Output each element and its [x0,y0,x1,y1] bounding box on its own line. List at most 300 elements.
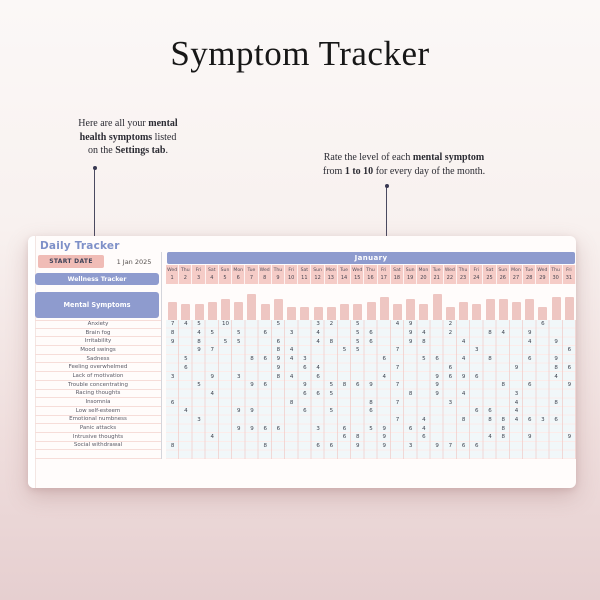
day-name: Sun [313,267,322,273]
rating-cell[interactable]: 9 [527,330,532,337]
day-cell [364,265,377,284]
rating-cell[interactable]: 9 [369,382,373,389]
day-number: 2 [183,275,187,282]
rating-cell[interactable]: 9 [567,434,572,441]
daily-total-bar [459,302,468,320]
rating-cell[interactable]: 4 [514,408,519,415]
day-cell [311,265,324,284]
annotation-text: Rate the level of each [323,152,413,163]
rating-cell[interactable]: 9 [250,408,254,415]
symptom-row-label: Racing thoughts [35,390,161,399]
rating-cell[interactable]: 6 [263,330,267,337]
day-cell [206,265,219,284]
day-number: 14 [340,275,348,282]
rating-cell[interactable]: 5 [356,347,360,354]
rating-cell[interactable]: 3 [316,321,320,328]
rating-cell[interactable]: 5 [369,425,373,432]
daily-total-bar [406,299,415,320]
rating-cell[interactable]: 3 [541,417,545,424]
daily-total-bar [565,297,574,320]
rating-cell[interactable]: 4 [316,330,320,337]
rating-cell[interactable]: 6 [422,434,426,441]
daily-total-bar [446,307,455,320]
annotation-line [48,117,208,131]
rating-cell[interactable]: 5 [356,338,360,345]
day-cell [325,265,338,284]
rating-cell[interactable]: 6 [461,443,466,450]
rating-cell[interactable]: 4 [382,373,386,380]
rating-cell[interactable]: 3 [514,390,519,397]
day-number: 30 [552,275,559,282]
day-number: 19 [406,275,414,282]
rating-cell[interactable]: 6 [408,425,413,432]
rating-cell[interactable]: 8 [501,434,505,441]
day-number: 20 [420,275,427,282]
rating-cell[interactable]: 9 [356,443,360,450]
annotation-line [308,165,500,179]
day-cell [245,265,258,284]
day-number: 28 [526,275,533,282]
daily-total-bar [499,299,508,320]
rating-cell[interactable]: 9 [567,382,572,389]
rating-cell[interactable]: 8 [488,330,492,337]
rating-cell[interactable]: 6 [276,338,281,345]
day-name: Thu [181,267,190,273]
rating-cell[interactable]: 4 [554,373,558,380]
rating-cell[interactable]: 8 [276,373,281,380]
symptom-row-label: Social withdrawal [35,442,161,451]
rating-cell[interactable]: 6 [527,382,532,389]
day-name: Tue [340,267,348,273]
day-number: 8 [263,275,267,282]
day-name: Fri [473,267,480,273]
rating-cell[interactable]: 8 [488,417,492,424]
rating-cell[interactable]: 6 [475,373,479,380]
day-number: 25 [486,275,493,282]
rating-cell[interactable]: 3 [316,425,320,432]
rating-cell[interactable]: 7 [395,399,400,406]
day-cell [259,265,272,284]
day-name: Fri [566,267,572,273]
rating-cell[interactable]: 3 [197,417,201,424]
month-banner: January [167,252,575,264]
day-number: 23 [459,275,467,282]
daily-total-bar [314,307,323,320]
spreadsheet [28,236,576,488]
day-header-row [166,265,576,284]
rating-cell[interactable]: 4 [422,425,426,432]
rating-cell[interactable]: 8 [488,356,492,363]
day-cell [470,265,483,284]
rating-cell[interactable]: 6 [170,399,175,406]
day-cell [404,265,417,284]
rating-cell[interactable]: 5 [197,382,201,389]
daily-total-bar [168,302,177,320]
day-number: 31 [565,275,573,282]
rating-cell[interactable]: 5 [422,356,426,363]
rating-cell[interactable]: 4 [210,434,215,441]
rating-cell[interactable]: 5 [356,330,360,337]
rating-cell[interactable]: 4 [422,417,426,424]
rating-cell[interactable]: 5 [342,347,347,354]
daily-total-bar [287,307,296,320]
rating-cell[interactable]: 9 [382,434,386,441]
day-cell [497,265,510,284]
rating-cell[interactable]: 9 [408,338,413,345]
annotation-text: Settings tab [115,145,166,156]
rating-cell[interactable]: 4 [514,399,519,406]
rating-cell[interactable]: 9 [303,382,307,389]
rating-cell[interactable]: 4 [501,330,505,337]
rating-cell[interactable]: 5 [223,338,228,345]
rating-cell[interactable]: 8 [408,390,413,397]
day-number: 17 [380,275,387,282]
annotation-text: on the [87,145,116,156]
day-name: Fri [288,267,294,273]
rating-cell[interactable]: 5 [236,338,241,345]
rating-cell[interactable]: 9 [435,443,439,450]
symptom-row-label: Insomnia [35,398,161,407]
day-name: Mon [233,267,244,273]
rating-cell[interactable]: 8 [422,338,426,345]
day-number: 5 [223,275,227,282]
rating-cell[interactable]: 8 [342,382,347,389]
rating-cell[interactable]: 9 [382,443,386,450]
day-cell [523,265,536,284]
rating-cell[interactable]: 3 [448,399,453,406]
day-number: 16 [367,275,374,282]
rating-cell[interactable]: 9 [170,338,175,345]
symptom-row-label: Low self-esteem [35,407,161,416]
rating-cell[interactable]: 8 [250,356,254,363]
rating-cell[interactable]: 9 [461,373,466,380]
rating-cell[interactable]: 9 [197,347,201,354]
rating-cell[interactable]: 4 [184,321,188,328]
rating-cell[interactable]: 9 [408,330,413,337]
connector-dot [385,184,389,188]
day-name: Sat [208,267,216,273]
annotation-right [308,151,500,179]
rating-cell[interactable]: 9 [435,390,439,397]
daily-total-bar [221,299,230,320]
rating-cell[interactable]: 6 [527,356,532,363]
daily-total-bar [472,304,481,320]
symptom-row-label: Feeling overwhelmed [35,363,161,372]
rating-cell[interactable]: 6 [303,364,307,371]
rating-cell[interactable]: 6 [276,425,281,432]
symptom-row-label: Sadness [35,355,161,364]
rating-cell[interactable]: 4 [197,330,201,337]
sheet-title: Daily Tracker [40,240,120,252]
rating-cell[interactable]: 6 [316,373,320,380]
annotation-text: from [322,166,345,177]
rating-cell[interactable]: 4 [514,417,519,424]
rating-cell[interactable]: 6 [263,356,267,363]
rating-cell[interactable]: 6 [356,382,360,389]
rating-cell[interactable]: 6 [342,425,347,432]
rating-cell[interactable]: 8 [170,330,175,337]
rating-cell[interactable]: 6 [382,356,386,363]
rating-cell[interactable]: 6 [448,364,453,371]
rating-cell[interactable]: 9 [382,425,386,432]
rating-cell[interactable]: 9 [276,364,281,371]
rating-cell[interactable]: 7 [395,364,400,371]
day-name: Wed [444,267,455,273]
rating-cell[interactable]: 8 [329,338,334,345]
day-name: Thu [273,267,283,273]
rating-cell[interactable]: 2 [448,330,453,337]
daily-total-bar [195,304,204,320]
annotation-text: 1 to 10 [344,166,374,177]
annotation-text: mental [148,118,178,129]
day-cell [457,265,470,284]
day-number: 26 [499,275,506,282]
daily-total-bar [300,307,309,320]
rating-cell[interactable]: 8 [170,443,175,450]
rating-cell[interactable]: 6 [527,417,532,424]
rating-cell[interactable]: 6 [475,443,479,450]
rating-cell[interactable]: 9 [276,356,281,363]
column-divider [161,252,162,459]
rating-cell[interactable]: 9 [236,408,241,415]
rating-cell[interactable]: 6 [316,390,320,397]
rating-cell[interactable]: 6 [488,408,492,415]
rating-cell[interactable]: 8 [197,338,201,345]
rating-cell[interactable]: 7 [395,417,400,424]
rating-cell[interactable]: 8 [501,382,505,389]
day-cell [444,265,457,284]
daily-total-bar [538,307,547,320]
rating-cell[interactable]: 8 [554,364,558,371]
day-name: Sun [220,267,230,273]
day-name: Wed [537,267,548,273]
rating-cell[interactable]: 7 [395,382,400,389]
rating-cell[interactable]: 4 [316,364,320,371]
rating-cell[interactable]: 4 [210,390,215,397]
day-number: 12 [314,275,321,282]
rating-cell[interactable]: 4 [527,338,532,345]
day-number: 22 [446,275,454,282]
rating-cell[interactable]: 2 [329,321,334,328]
daily-total-bar [486,299,495,320]
page-title: Symptom Tracker [170,34,430,73]
rating-cell[interactable]: 9 [408,321,413,328]
daily-total-bar [327,307,336,320]
rating-cell[interactable]: 4 [461,356,466,363]
symptom-row-label: Panic attacks [35,424,161,433]
day-name: Tue [432,267,441,273]
rating-cell[interactable]: 5 [210,330,215,337]
daily-bars-chart [166,291,576,320]
daily-total-bar [208,302,217,320]
daily-total-bar [340,304,349,320]
start-date-value[interactable]: 1 Jan 2025 [116,257,152,266]
rating-cell[interactable]: 3 [408,443,413,450]
day-name: Thu [366,267,375,273]
rating-cell[interactable]: 8 [501,425,505,432]
rating-cell[interactable]: 6 [369,408,373,415]
day-number: 1 [170,275,174,282]
rating-cell[interactable]: 6 [475,408,479,415]
rating-cell[interactable]: 4 [422,330,426,337]
wellness-tracker-banner: Wellness Tracker [35,273,159,285]
daily-total-bar [552,297,561,320]
rating-cell[interactable]: 5 [356,321,360,328]
daily-total-bar [261,304,270,320]
day-cell [378,265,391,284]
rating-cell[interactable]: 6 [303,408,307,415]
rating-cell[interactable]: 5 [276,321,281,328]
day-cell [536,265,549,284]
day-name: Wed [352,267,363,273]
day-number: 21 [433,275,440,282]
rating-cell[interactable]: 6 [567,364,572,371]
rating-cell[interactable]: 5 [197,321,201,328]
day-number: 10 [287,275,295,282]
rating-cell[interactable]: 6 [369,330,373,337]
rating-cell[interactable]: 4 [184,408,188,415]
daily-total-bar [367,302,376,320]
daily-total-bar [393,304,402,320]
daily-total-bar [433,294,442,320]
day-cell [219,265,232,284]
rating-cell[interactable]: 8 [276,347,281,354]
day-cell [563,265,576,284]
day-name: Wed [167,267,178,273]
rating-cell[interactable]: 7 [448,443,453,450]
day-cell [192,265,205,284]
rating-cell[interactable]: 6 [567,347,572,354]
rating-cell[interactable]: 3 [475,347,479,354]
rating-cell[interactable]: 3 [303,356,307,363]
rating-cell[interactable]: 4 [461,390,466,397]
start-date-button[interactable]: START DATE [38,255,104,268]
annotation-text: for every day of the month. [373,166,486,177]
rating-cell[interactable]: 8 [501,417,505,424]
rating-cell[interactable]: 4 [461,338,466,345]
rating-cell[interactable]: 4 [316,338,320,345]
rating-cell[interactable]: 6 [184,364,188,371]
rating-cell[interactable]: 9 [527,434,532,441]
rating-cell[interactable]: 8 [554,399,558,406]
rating-cell[interactable]: 7 [395,347,400,354]
annotation-line [48,144,208,158]
rating-cell[interactable]: 9 [514,364,519,371]
rating-cell[interactable]: 3 [236,373,241,380]
rating-cell[interactable]: 8 [369,399,373,406]
day-number: 15 [354,275,361,282]
symptom-row-label: Trouble concentrating [35,381,161,390]
day-name: Sat [300,267,309,273]
day-number: 24 [473,275,480,282]
day-number: 9 [276,275,280,282]
day-name: Mon [511,267,521,273]
rating-cell[interactable]: 9 [435,382,439,389]
rating-cell[interactable]: 5 [236,330,241,337]
rating-cell[interactable]: 8 [263,443,267,450]
empty-row [35,450,161,459]
rating-cell[interactable]: 6 [316,443,320,450]
annotation-text: Here are all your [78,118,149,129]
rating-cell[interactable]: 2 [448,321,453,328]
rating-cell[interactable]: 3 [289,330,294,337]
symptom-list [35,320,161,459]
rating-cell[interactable]: 9 [435,373,439,380]
daily-total-bar [274,299,283,320]
day-cell [179,265,192,284]
day-name: Mon [418,267,429,273]
rating-cell[interactable]: 6 [541,321,545,328]
rating-cell[interactable]: 6 [448,373,453,380]
day-cell [417,265,430,284]
day-name: Sun [405,267,415,273]
rating-cell[interactable]: 6 [435,356,439,363]
rating-cell[interactable]: 6 [554,417,558,424]
rating-cell[interactable]: 6 [369,338,373,345]
day-cell [431,265,444,284]
rating-cell[interactable]: 9 [554,356,558,363]
day-cell [550,265,563,284]
day-number: 13 [327,275,334,282]
rating-cell[interactable]: 5 [329,382,334,389]
rating-cell[interactable]: 4 [289,356,294,363]
rating-cell[interactable]: 9 [250,425,254,432]
rating-cell[interactable]: 4 [395,321,400,328]
day-name: Thu [458,267,468,273]
rating-cell[interactable]: 8 [461,417,466,424]
daily-total-bar [525,299,534,320]
rating-cell[interactable]: 9 [554,338,558,345]
rating-cell[interactable]: 3 [170,373,175,380]
daily-total-bar [181,304,190,320]
annotation-text: listed [152,131,177,143]
ratings-grid[interactable] [166,320,576,459]
day-name: Sat [485,267,494,273]
rating-cell[interactable]: 4 [488,434,492,441]
rating-cell[interactable]: 4 [289,373,294,380]
rating-cell[interactable]: 6 [342,434,347,441]
rating-cell[interactable]: 10 [222,321,229,328]
day-name: Tue [525,267,534,273]
rating-cell[interactable]: 5 [329,408,334,415]
mental-symptoms-banner: Mental Symptoms [35,292,159,318]
rating-cell[interactable]: 6 [263,382,267,389]
rating-cell[interactable]: 6 [303,390,307,397]
day-name: Fri [195,267,202,273]
day-number: 3 [196,275,201,282]
rating-cell[interactable]: 8 [356,434,360,441]
rating-cell[interactable]: 9 [210,373,215,380]
rating-cell[interactable]: 7 [170,321,175,328]
day-number: 29 [539,275,546,282]
rating-cell[interactable]: 6 [329,443,334,450]
day-cell [232,265,245,284]
day-name: Thu [551,267,560,273]
rating-cell[interactable]: 7 [210,347,215,354]
daily-total-bar [380,297,389,320]
rating-cell[interactable]: 4 [289,347,294,354]
connector-dot [93,166,97,170]
rating-cell[interactable]: 8 [289,399,294,406]
symptom-row-label: Brain fog [35,329,161,338]
rating-cell[interactable]: 5 [184,356,188,363]
rating-cell[interactable]: 9 [236,425,241,432]
rating-cell[interactable]: 6 [263,425,267,432]
rating-cell[interactable]: 5 [329,390,334,397]
symptom-row-label: Anxiety [35,320,161,329]
symptom-row-label: Lack of motivation [35,372,161,381]
rating-cell[interactable]: 9 [250,382,254,389]
